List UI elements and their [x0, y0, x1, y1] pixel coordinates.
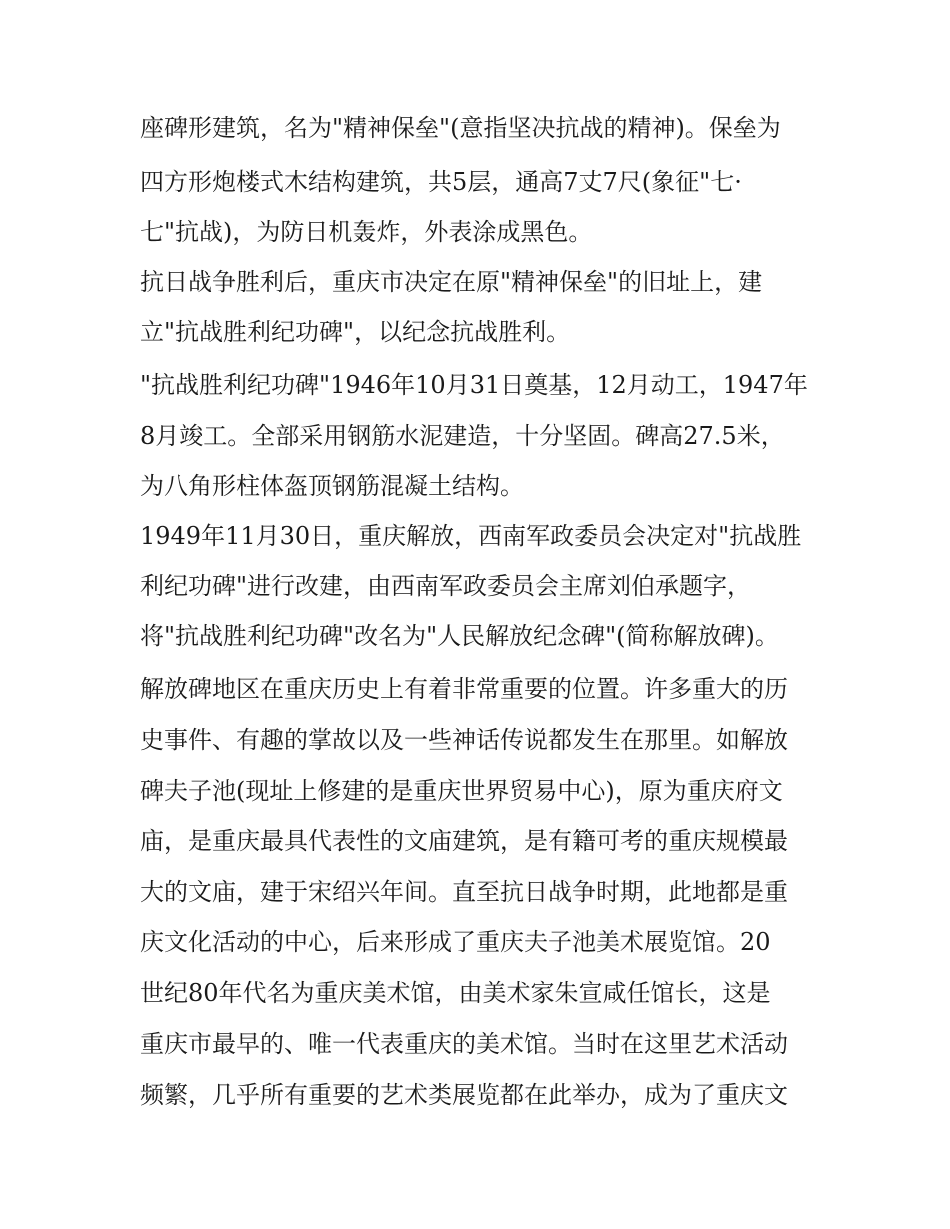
text-line: 为八角形柱体盔顶钢筋混凝土结构。	[140, 472, 524, 500]
text-line: 8月竣工。全部采用钢筋水泥建造，十分坚固。碑高27.5米，	[140, 422, 785, 450]
text-line: 1949年11月30日，重庆解放，西南军政委员会决定对"抗战胜	[140, 522, 802, 550]
text-line: 大的文庙，建于宋绍兴年间。直至抗日战争时期，此地都是重	[140, 878, 788, 906]
text-line: 频繁，几乎所有重要的艺术类展览都在此举办，成为了重庆文	[140, 1081, 788, 1109]
text-line: 七"抗战)，为防日机轰炸，外表涂成黑色。	[140, 218, 593, 246]
text-line: 庆文化活动的中心，后来形成了重庆夫子池美术展览馆。20	[140, 928, 771, 956]
text-line: 解放碑地区在重庆历史上有着非常重要的位置。许多重大的历	[140, 675, 788, 703]
text-line: 重庆市最早的、唯一代表重庆的美术馆。当时在这里艺术活动	[140, 1030, 788, 1058]
text-line: "抗战胜利纪功碑"1946年10月31日奠基，12月动工，1947年	[140, 371, 808, 399]
text-line: 利纪功碑"进行改建，由西南军政委员会主席刘伯承题字，	[140, 572, 752, 600]
text-line: 将"抗战胜利纪功碑"改名为"人民解放纪念碑"(简称解放碑)。	[140, 622, 779, 650]
text-line: 史事件、有趣的掌故以及一些神话传说都发生在那里。如解放	[140, 726, 788, 754]
text-line: 抗日战争胜利后，重庆市决定在原"精神保垒"的旧址上，建	[140, 268, 763, 296]
text-line: 四方形炮楼式木结构建筑，共5层，通高7丈7尺(象征"七·	[140, 168, 742, 196]
text-line: 立"抗战胜利纪功碑"，以纪念抗战胜利。	[140, 318, 571, 346]
text-line: 座碑形建筑，名为"精神保垒"(意指坚决抗战的精神)。保垒为	[140, 114, 781, 142]
text-line: 世纪80年代名为重庆美术馆，由美术家朱宣咸任馆长，这是	[140, 979, 771, 1007]
text-line: 碑夫子池(现址上修建的是重庆世界贸易中心)，原为重庆府文	[140, 777, 783, 805]
text-line: 庙，是重庆最具代表性的文庙建筑，是有籍可考的重庆规模最	[140, 827, 788, 855]
